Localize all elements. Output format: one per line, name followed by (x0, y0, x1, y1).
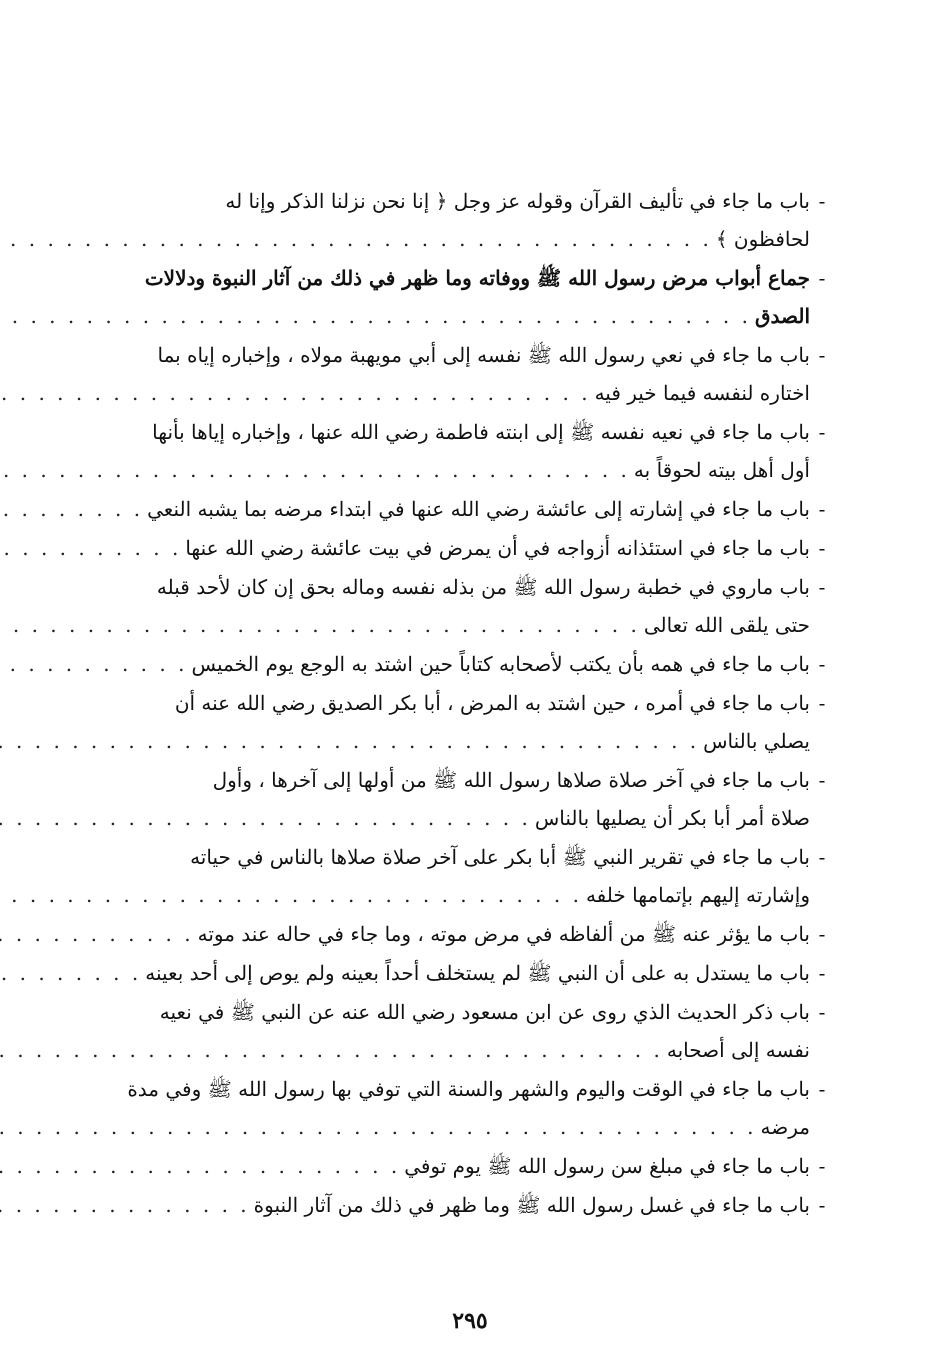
entry-title: باب ما جاء في تقرير النبي ﷺ أبا بكر على آخر صلاة صلاها بالناس في حياته (190, 845, 810, 869)
toc-entry (134, 259, 834, 336)
entry-title: الصدق (754, 304, 810, 328)
dot-leader (0, 374, 595, 412)
entry-dash: - (818, 420, 826, 444)
toc-entry-line (134, 684, 834, 722)
dot-leader (0, 915, 198, 953)
toc-entry-line (134, 336, 834, 374)
entry-title: باب ما يؤثر عنه ﷺ من ألفاظه في مرض موته ، وما جاء في حاله عند موته (197, 922, 810, 946)
toc-entry-line (134, 722, 834, 760)
toc-entry-line (134, 182, 834, 220)
entry-dash: - (818, 266, 826, 290)
entry-dash: - (818, 845, 826, 869)
entry-title: باب ما جاء في همه بأن يكتب لأصحابه كتاباً حين اشتد به الوجع يوم الخميس (191, 652, 810, 676)
dot-leader (0, 1147, 404, 1185)
entry-title: حتى يلقى الله تعالى (643, 613, 810, 637)
entry-title: باب ما جاء في آخر صلاة صلاها رسول الله ﷺ من أولها إلى آخرها ، وأول (212, 768, 810, 792)
entry-dash: - (818, 536, 826, 560)
toc-entry-line (134, 374, 834, 412)
dot-leader (0, 1108, 761, 1146)
entry-title: يصلي بالناس (703, 729, 810, 753)
entry-title: مرضه (760, 1115, 810, 1139)
entry-title: لحافظون ﴾ (715, 227, 810, 251)
entry-dash: - (818, 1193, 826, 1217)
toc-entry-line (134, 645, 834, 683)
toc-entry (134, 1147, 834, 1186)
toc-entry (134, 684, 834, 761)
entry-title: وإشارته إليهم بإتمامها خلفه (585, 883, 810, 907)
toc-entry-line (134, 799, 834, 837)
entry-title: صلاة أمر أبا بكر أن يصليها بالناس (534, 806, 810, 830)
toc-entry-line (134, 529, 834, 567)
table-of-contents (127, 182, 834, 1225)
dot-leader (0, 297, 755, 335)
toc-entry (134, 761, 834, 838)
toc-entry (134, 182, 834, 259)
dot-leader (0, 876, 586, 914)
toc-entry-line (134, 1186, 834, 1224)
entry-dash: - (818, 1000, 826, 1024)
toc-entry-line (134, 954, 834, 992)
toc-entry-line (134, 451, 834, 489)
toc-entry (134, 993, 834, 1070)
toc-entry (134, 1186, 834, 1225)
dot-leader (0, 645, 191, 683)
toc-entry-line (134, 1031, 834, 1069)
toc-entry-line (134, 297, 834, 335)
entry-dash: - (818, 691, 826, 715)
dot-leader (0, 799, 535, 837)
toc-entry (134, 954, 834, 993)
entry-title: نفسه إلى أصحابه (666, 1038, 810, 1062)
dot-leader (0, 606, 644, 644)
entry-title: أول أهل بيته لحوقاً به (633, 458, 810, 482)
toc-entry (134, 413, 834, 490)
entry-title: باب ما جاء في استئذانه أزواجه في أن يمرض في بيت عائشة رضي الله عنها (185, 536, 810, 560)
toc-entry-line (134, 1108, 834, 1146)
entry-title: اختاره لنفسه فيما خير فيه (594, 381, 810, 405)
toc-entry-line (134, 876, 834, 914)
entry-title: باب ما جاء في تأليف القرآن وقوله عز وجل ﴿ إنا نحن نزلنا الذكر وإنا له (225, 189, 810, 213)
dot-leader (0, 722, 703, 760)
toc-entry-line (134, 1147, 834, 1185)
entry-dash: - (818, 575, 826, 599)
dot-leader (0, 529, 185, 567)
toc-entry (134, 529, 834, 568)
toc-entry-line (134, 761, 834, 799)
page-number: ٢٩٥ (452, 1308, 488, 1334)
toc-entry-line (134, 568, 834, 606)
toc-entry-line (134, 993, 834, 1031)
toc-entry-line (134, 838, 834, 876)
entry-title: جماع أبواب مرض رسول الله ﷺ ووفاته وما ظهر في ذلك من آثار النبوة ودلالات (144, 266, 810, 290)
toc-entry-line (134, 220, 834, 258)
entry-title: باب ما جاء في نعيه نفسه ﷺ إلى ابنته فاطمة رضي الله عنها ، وإخباره إياها بأنها (152, 420, 810, 444)
entry-dash: - (818, 652, 826, 676)
dot-leader (0, 954, 145, 992)
toc-entry (134, 915, 834, 954)
entry-title: باب ما جاء في مبلغ سن رسول الله ﷺ يوم توفي (404, 1154, 810, 1178)
entry-title: باب ما يستدل به على أن النبي ﷺ لم يستخلف أحداً بعينه ولم يوص إلى أحد بعينه (145, 961, 810, 985)
entry-title: باب ماروي في خطبة رسول الله ﷺ من بذله نفسه وماله بحق إن كان لأحد قبله (156, 575, 810, 599)
entry-title: باب ما جاء في إشارته إلى عائشة رضي الله عنها في ابتداء مرضه بما يشبه النعي (147, 497, 810, 521)
entry-title: باب ما جاء في غسل رسول الله ﷺ وما ظهر في ذلك من آثار النبوة (253, 1193, 810, 1217)
entry-dash: - (818, 961, 826, 985)
entry-dash: - (818, 343, 826, 367)
dot-leader (0, 490, 147, 528)
toc-entry-line (134, 259, 834, 297)
dot-leader (0, 451, 634, 489)
toc-entry (134, 838, 834, 915)
dot-leader (0, 1031, 667, 1069)
entry-dash: - (818, 497, 826, 521)
toc-entry-line (134, 915, 834, 953)
entry-title: باب ما جاء في نعي رسول الله ﷺ نفسه إلى أبي مويهبة مولاه ، وإخباره إياه بما (157, 343, 810, 367)
toc-entry-line (127, 1070, 834, 1108)
entry-dash: - (818, 768, 826, 792)
entry-title: باب ما جاء في أمره ، حين اشتد به المرض ، أبا بكر الصديق رضي الله عنه أن (174, 691, 810, 715)
toc-entry (134, 490, 834, 529)
toc-entry (134, 336, 834, 413)
entry-dash: - (818, 1077, 826, 1101)
toc-entry-line (134, 490, 834, 528)
toc-entry (134, 645, 834, 684)
dot-leader (0, 1186, 254, 1224)
entry-title: باب ذكر الحديث الذي روى عن ابن مسعود رضي الله عنه عن النبي ﷺ في نعيه (159, 1000, 810, 1024)
entry-title: باب ما جاء في الوقت واليوم والشهر والسنة التي توفي بها رسول الله ﷺ وفي مدة (127, 1077, 810, 1101)
toc-entry (134, 568, 834, 645)
toc-entry-line (134, 606, 834, 644)
dot-leader (0, 220, 716, 258)
toc-entry (127, 1070, 834, 1147)
entry-dash: - (818, 922, 826, 946)
entry-dash: - (818, 189, 826, 213)
entry-spacer (134, 1224, 834, 1225)
toc-entry-line (134, 413, 834, 451)
entry-dash: - (818, 1154, 826, 1178)
